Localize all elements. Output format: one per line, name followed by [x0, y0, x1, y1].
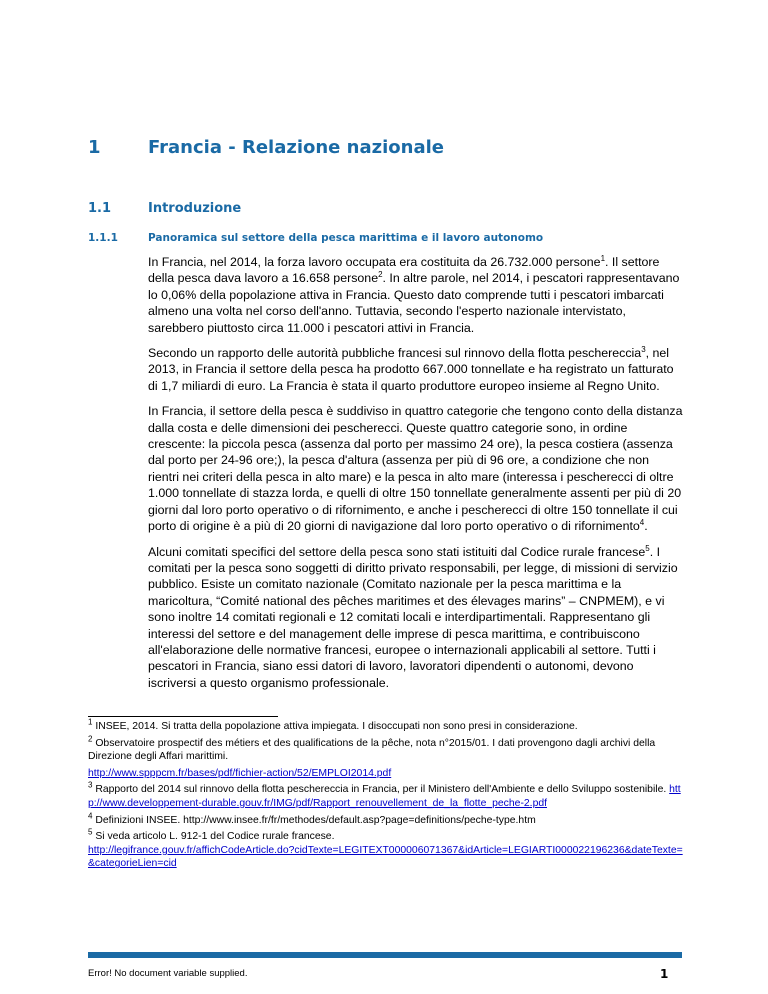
footnote-2-text: Observatoire prospectif des métiers et des qualifications de la pêche, nota n°2015/01. I dati provengono dagli archivi della Direzione degli Affari marittimi. — [88, 737, 656, 763]
footnote-1 — [88, 717, 688, 734]
heading-2-title: Introduzione — [148, 201, 242, 216]
footnote-3 — [88, 780, 688, 810]
footnote-ref-5[interactable]: 5 — [645, 543, 650, 553]
footer-document-variable: Error! No document variable supplied. — [88, 968, 248, 979]
footer-rule — [88, 952, 682, 958]
paragraph-4-part-a: Alcuni comitati specifici del settore della pesca sono stati istituiti dal Codice rurale francese — [148, 544, 646, 559]
paragraph-4 — [148, 544, 683, 692]
paragraph-3-part-b: . — [644, 519, 648, 534]
footnote-2 — [88, 734, 688, 764]
heading-1-title: Francia - Relazione nazionale — [148, 137, 444, 158]
paragraph-2-part-b: , nel 2013, in Francia il settore della pesca ha prodotto 667.000 tonnellate e ha registrato un fatturato di 1,7 miliardi di euro. La Francia è stata il quarto produttore europeo insieme al Regno Unito. — [148, 346, 674, 393]
paragraph-3-part-a: In Francia, il settore della pesca è suddiviso in quattro categorie che tengono conto della distanza dalla costa e delle dimensioni dei pescherecci. Queste quattro categorie sono, in ordine crescente: la piccola pesca (assenza dal porto per massimo 24 ore), la pesca costiera (assenza dal porto per 24-96 ore;), la pesca d'altura (assenza per più di 96 ore, a condizione che non rientri nei criteri della pesca in alto mare) e la pesca in alto mare (interessa i pescherecci di oltre 1.000 tonnellate di stazza lorda, e quelli di oltre 150 tonnellate generalmente assenti per più di 20 giorni dal loro porto operativo o di rifornimento, e anche i pescherecci di oltre 150 tonnellate il cui porto di origine è a più di 20 giorni di navigazione dal loro porto operativo o di rifornimento — [148, 404, 683, 534]
footnote-2-number: 2 — [88, 734, 93, 744]
footnote-4-number: 4 — [88, 811, 93, 821]
heading-3-title: Panoramica sul settore della pesca marittima e il lavoro autonomo — [148, 232, 544, 244]
footnote-5-link-row — [88, 844, 688, 871]
footnote-5-link[interactable]: http://legifrance.gouv.fr/affichCodeArticle.do?cidTexte=LEGITEXT000006071367&idArticle=LEGIARTI000022196236&dateTexte=&categorieLien=cid — [88, 844, 683, 870]
paragraph-4-part-b: . I comitati per la pesca sono soggetti di diritto privato responsabili, per legge, di missioni di servizio pubblico. Esiste un comitato nazionale (Comitato nazionale per la pesca marittima e la maricoltura, “Comité national des pêches maritimes et des élevages marins” – CNPMEM), e vi sono inoltre 14 comitati regionali e 12 comitati locali e interdipartimentali. Rappresentano gli interessi del settore e del management delle imprese di pesca marittima, e contribuiscono all'elaborazione delle normative francesi, europee o internazionali applicabili al settore. Tutti i pescatori in Francia, siano essi datori di lavoro, lavoratori dipendenti o autonomi, devono iscriversi a questo organismo professionale. — [148, 544, 678, 690]
footnote-5-number: 5 — [88, 827, 93, 837]
footnote-5 — [88, 827, 688, 844]
paragraph-1-part-b: . Il settore della pesca dava lavoro a 16.658 persone — [148, 255, 660, 286]
heading-2-number: 1.1 — [88, 201, 112, 216]
paragraph-1 — [148, 254, 683, 336]
footnote-5-text: Si veda articolo L. 912-1 del Codice rurale francese. — [95, 831, 335, 843]
paragraph-2 — [148, 345, 683, 394]
paragraph-3 — [148, 403, 683, 534]
footnote-ref-1[interactable]: 1 — [600, 253, 606, 263]
footnote-separator — [88, 716, 278, 717]
footnote-3-number: 3 — [88, 780, 93, 790]
footnote-1-text: INSEE, 2014. Si tratta della popolazione attiva impiegata. I disoccupati non sono presi in considerazione. — [95, 721, 578, 732]
paragraph-1-part-a: In Francia, nel 2014, la forza lavoro occupata era costituita da 26.732.000 persone — [148, 255, 601, 269]
footnote-ref-4[interactable]: 4 — [639, 517, 645, 527]
heading-3-number: 1.1.1 — [88, 232, 118, 244]
paragraph-2-part-a: Secondo un rapporto delle autorità pubbliche francesi sul rinnovo della flotta peschereccia — [148, 346, 642, 361]
footnote-4-text: Definizioni INSEE. http://www.insee.fr/fr/methodes/default.asp?page=definitions/peche-type.htm — [95, 814, 536, 826]
body-text — [148, 254, 683, 700]
page-number: 1 — [660, 967, 669, 981]
footnote-ref-2[interactable]: 2 — [378, 270, 383, 280]
footnotes — [88, 717, 688, 874]
footnote-ref-3[interactable]: 3 — [641, 344, 646, 354]
footnote-2-link-row — [88, 767, 688, 781]
footnote-3-text: Rapporto del 2014 sul rinnovo della flotta peschereccia in Francia, per il Ministero dell'Ambiente e dello Sviluppo sostenibile. — [95, 784, 670, 796]
footnote-3-link[interactable]: http://www.developpement-durable.gouv.fr/IMG/pdf/Rapport_renouvellement_de_la_flotte_peche-2.pdf — [88, 784, 681, 809]
footnote-4 — [88, 811, 688, 828]
footnote-1-number: 1 — [88, 717, 93, 727]
paragraph-1-part-c: . In altre parole, nel 2014, i pescatori rappresentavano lo 0,06% della popolazione attiva in Francia. Questo dato comprende tutti i pescatori imbarcati almeno una volta nel corso dell'anno. Tuttavia, secondo l'esperto nazionale intervistato, sarebbero piuttosto circa 11.000 i pescatori attivi in Francia. — [148, 271, 680, 335]
heading-1-number: 1 — [88, 137, 101, 158]
footnote-2-link[interactable]: http://www.spppcm.fr/bases/pdf/fichier-action/52/EMPLOI2014.pdf — [88, 767, 392, 779]
